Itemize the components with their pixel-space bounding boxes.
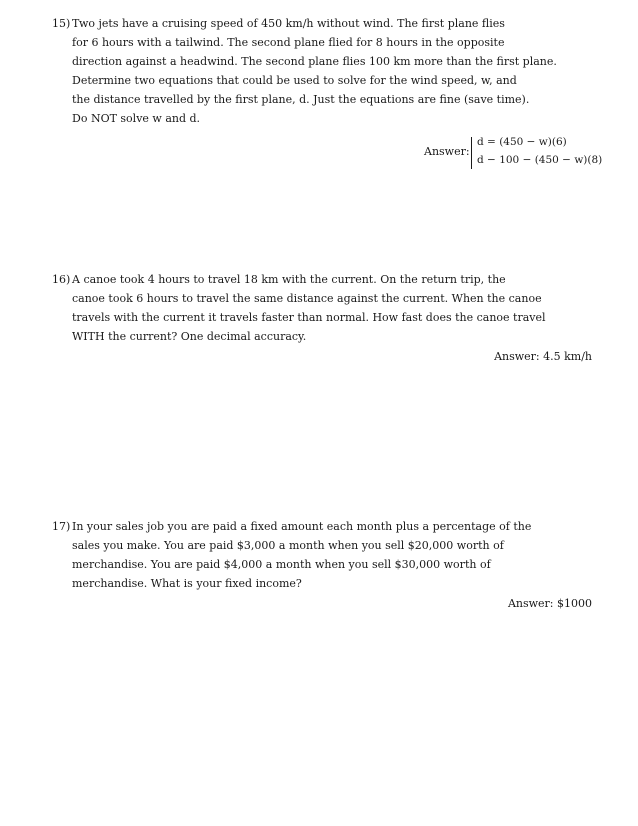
problem-text xyxy=(72,270,546,346)
answer-16: Answer: 4.5 km/h xyxy=(494,350,592,363)
answer-system xyxy=(422,133,603,173)
problem-line: Two jets have a cruising speed of 450 km/h without wind. The first plane flies xyxy=(72,17,505,30)
problem-line: sales you make. You are paid $3,000 a month when you sell $20,000 worth of xyxy=(72,539,504,552)
problem-number: 17) xyxy=(52,520,71,533)
problem-line: Determine two equations that could be used to solve for the wind speed, w, and xyxy=(72,74,517,87)
equation-1: d = (450 − w)(6) xyxy=(477,136,567,148)
problem-line: the distance travelled by the first plane, d. Just the equations are fine (save time). xyxy=(72,93,530,106)
brace-icon xyxy=(471,137,472,169)
answer-label: Answer: xyxy=(424,145,470,158)
problem-line: canoe took 6 hours to travel the same distance against the current. When the canoe xyxy=(72,292,542,305)
problem-line: merchandise. You are paid $4,000 a month when you sell $30,000 worth of xyxy=(72,558,491,571)
answer-17: Answer: $1000 xyxy=(507,597,592,610)
problem-line: In your sales job you are paid a fixed amount each month plus a percentage of the xyxy=(72,520,532,533)
problem-line: direction against a headwind. The second plane flies 100 km more than the first plane. xyxy=(72,55,557,68)
problem-number: 16) xyxy=(52,273,71,286)
problem-line: for 6 hours with a tailwind. The second plane flied for 8 hours in the opposite xyxy=(72,36,505,49)
problem-line: Do NOT solve w and d. xyxy=(72,112,201,125)
problem-line: merchandise. What is your fixed income? xyxy=(72,577,302,590)
problem-line: WITH the current? One decimal accuracy. xyxy=(72,330,307,343)
problem-number: 15) xyxy=(52,17,71,30)
problem-text xyxy=(72,517,531,593)
problem-text xyxy=(72,14,557,128)
equation-2: d − 100 − (450 − w)(8) xyxy=(477,154,603,166)
problem-line: travels with the current it travels faster than normal. How fast does the canoe travel xyxy=(72,311,546,324)
problem-line: A canoe took 4 hours to travel 18 km with the current. On the return trip, the xyxy=(72,273,506,286)
